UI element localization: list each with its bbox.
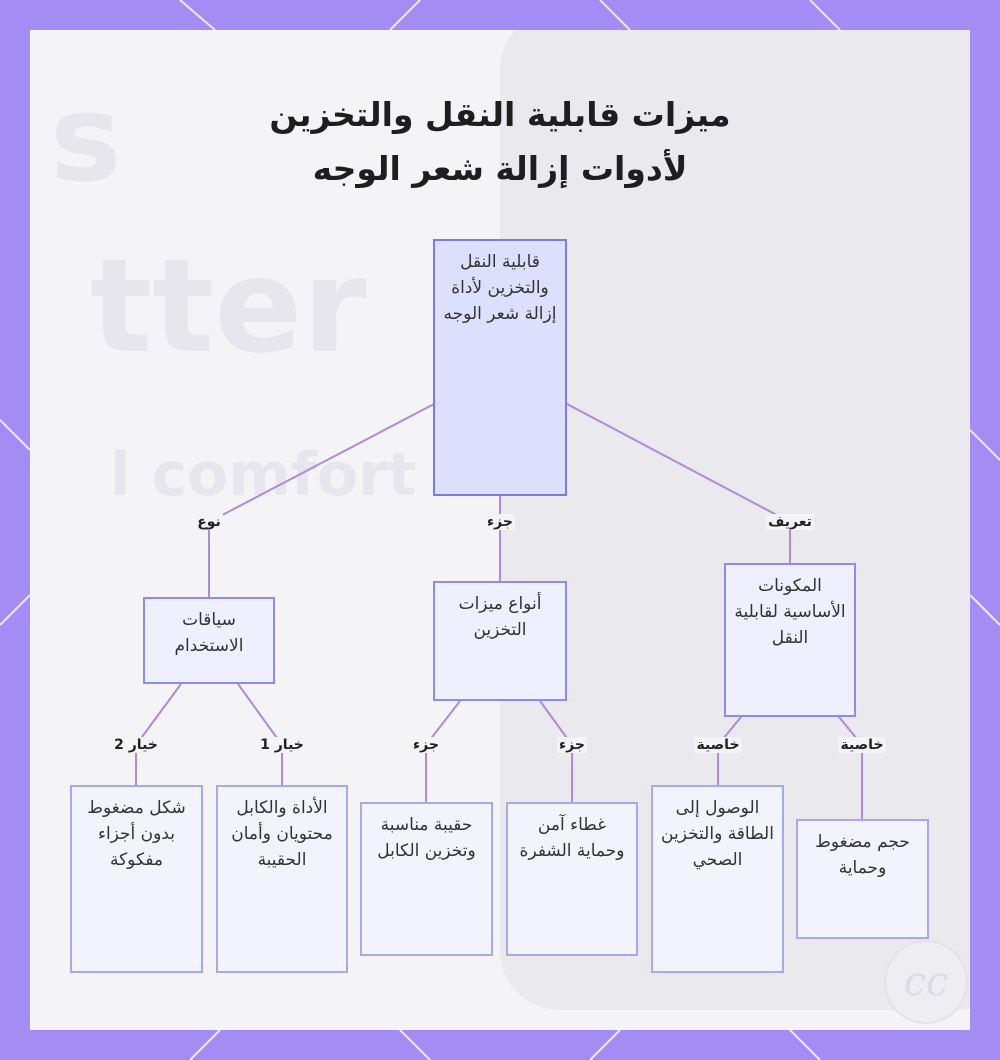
edge-label-definition: تعريف [768,514,812,530]
core-components-label: المكونات الأساسية لقابلية النقل [734,576,846,648]
storage-types-label: أنواع ميزات التخزين [458,594,542,640]
background-text-1: s [50,70,122,209]
power-access-node[interactable] [651,785,784,973]
storage-types-node[interactable] [433,581,567,701]
compact-size-node[interactable] [796,819,929,939]
cc-logo-icon: cc [884,940,968,1024]
edge-label-type: نوع [197,514,221,530]
edge-usage-compact [136,684,181,785]
usage-contexts-label: سياقات الاستخدام [174,610,244,656]
edge-label-part-cover: جزء [559,737,585,753]
background-text-3: l comfort [110,440,417,510]
edge-label-property-power: خاصية [696,737,740,753]
edge-components-size [839,717,862,819]
storage-bag-node[interactable] [360,802,493,956]
edge-label-property-size: خاصية [840,737,884,753]
power-access-label: الوصول إلى الطاقة والتخزين الصحي [661,798,774,870]
edge-usage-tool [238,684,282,785]
tool-cable-node[interactable] [216,785,348,973]
title-line-1: ميزات قابلية النقل والتخزين [269,95,731,134]
root-node[interactable] [433,239,567,496]
tool-cable-label: الأداة والكابل محتويان وأمان الحقيبة [231,798,333,870]
edge-label-part: جزء [487,514,513,530]
edge-label-option-1: خيار 1 [260,737,304,753]
edge-label-part-bag: جزء [413,737,439,753]
edge-root-usage [209,404,434,597]
compact-size-label: حجم مضغوط وحماية [815,832,910,878]
background-text-2: tter [90,230,367,382]
root-node-label: قابلية النقل والتخزين لأداة إزالة شعر الوجه [443,252,557,324]
safe-cover-label: غطاء آمن وحماية الشفرة [519,815,625,861]
usage-contexts-node[interactable] [143,597,275,684]
edge-label-option-2: خيار 2 [114,737,158,753]
compact-shape-node[interactable] [70,785,203,973]
compact-shape-label: شكل مضغوط بدون أجزاء مفكوكة [87,798,186,870]
edge-root-components [567,404,790,563]
safe-cover-node[interactable] [506,802,638,956]
core-components-node[interactable] [724,563,856,717]
storage-bag-label: حقيبة مناسبة وتخزين الكابل [377,815,476,861]
title-line-2: لأدوات إزالة شعر الوجه [312,149,688,188]
